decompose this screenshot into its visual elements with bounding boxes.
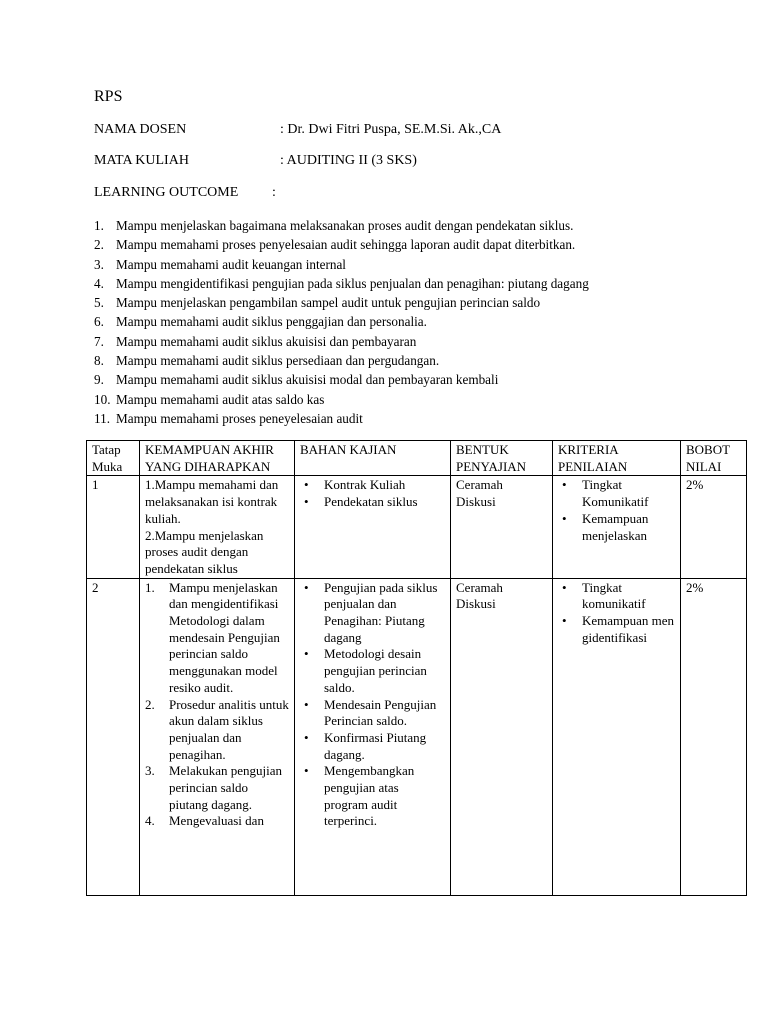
field-mata-kuliah [94,153,417,169]
bullet-icon: • [562,477,567,493]
table-header-row [87,441,747,476]
item-text: Pendekatan siklus [324,494,418,510]
item-text: Mampu memahami audit atas saldo kas [116,391,325,407]
rps-table [86,440,747,896]
list-item [94,312,589,331]
item-text: Tingkat Komunikatif [582,477,649,510]
item-number: 8. [94,353,104,369]
item-text: Prosedur analitis untuk akun dalam siklus penjualan dan penagihan. [169,696,289,762]
cell-bahan-kajian [295,578,451,895]
bullet-icon: • [304,494,309,510]
list-item [94,274,589,293]
item-number: 4. [145,813,155,829]
item-number: 4. [94,275,104,291]
bullet-icon: • [304,763,309,779]
list-item [300,580,445,647]
bullet-icon: • [304,729,309,745]
bullet-icon: • [304,646,309,662]
item-text: Mampu menjelaskan pengambilan sampel audit untuk pengujian perincian saldo [116,295,541,311]
cell-bahan-kajian [295,476,451,578]
item-text: Kemampuan mengidentifikasi [582,613,675,645]
list-item [145,580,289,697]
column-header: BOBOT NILAI [681,441,747,476]
item-number: 7. [94,333,104,349]
column-header: KRITERIA PENILAIAN [553,441,681,476]
list-item [558,580,675,613]
table-row [87,476,747,578]
item-number: 11. [94,410,110,426]
list-item [558,511,675,544]
item-text: Metodologi desain pengujian perincian saldo. [324,646,427,695]
item-text: Kemampuan menjelaskan [582,510,649,543]
list-item [94,255,589,274]
item-text: Mampu memahami proses peneyelesaian audit [116,410,363,426]
cell-kriteria [553,476,681,578]
field-label: MATA KULIAH [94,153,189,168]
cell-text: 1.Mampu memahami dan melaksanakan isi kontrak kuliah. [145,477,279,526]
item-number: 2. [145,696,155,712]
cell-kriteria [553,578,681,895]
item-text: Kontrak Kuliah [324,477,406,493]
item-number: 10. [94,391,111,407]
item-text: Melakukan pengujian perincian saldo piutang dagang. [169,763,282,812]
list-item [558,477,675,510]
cell-tatap-muka: 1 [87,476,140,578]
field-value: : [272,185,276,200]
field-label: NAMA DOSEN [94,122,187,137]
list-item [145,813,289,830]
item-number: 3. [145,763,155,779]
learning-outcome-list [94,216,589,428]
item-text: Mampu memahami proses penyelesaian audit sehingga laporan audit dapat diterbitkan. [116,237,576,253]
bullet-icon: • [304,696,309,712]
list-item [558,613,675,646]
field-label: LEARNING OUTCOME [94,185,239,200]
item-number: 1. [145,579,155,595]
item-text: Mengevaluasi dan [169,813,264,829]
list-item [300,494,445,511]
column-header: BENTUK PENYAJIAN [451,441,553,476]
bullet-icon: • [304,477,309,493]
list-item [94,216,589,235]
list-item [300,646,445,696]
item-text: Mampu mengidentifikasi pengujian pada siklus penjualan dan penagihan: piutang dagang [116,275,589,291]
item-text: Mengembangkan pengujian atas program audit terperinci. [324,763,415,829]
item-text: Tingkat komunikatif [582,579,646,612]
list-item [145,763,289,813]
cell-kemampuan [140,578,295,895]
item-number: 1. [94,218,104,233]
field-learning-outcome [94,185,276,201]
item-text: Mendesain Pengujian Perincian saldo. [324,696,437,729]
item-text: Mampu memahami audit siklus penggajian dan personalia. [116,314,427,330]
list-item [94,370,589,389]
bullet-icon: • [562,510,567,526]
bullet-icon: • [562,579,567,595]
item-number: 5. [94,295,104,311]
item-number: 9. [94,372,104,388]
field-value: : AUDITING II (3 SKS) [280,153,417,168]
list-item [300,763,445,830]
column-header: Tatap Muka [87,441,140,476]
item-text: Mampu memahami audit siklus persediaan dan pergudangan. [116,353,440,369]
bullet-icon: • [304,579,309,595]
list-item [300,730,445,763]
table-row [87,578,747,895]
list-item [94,235,589,254]
list-item [300,477,445,494]
cell-bentuk-penyajian [451,476,553,578]
item-number: 6. [94,314,104,330]
item-text: Konfirmasi Piutang dagang. [324,729,427,762]
list-item [300,697,445,730]
list-item [94,332,589,351]
cell-text: Diskusi [456,596,496,612]
cell-text: Diskusi [456,494,496,510]
item-number: 3. [94,256,104,272]
cell-text: Ceramah [456,579,503,595]
list-item [94,390,589,409]
bullet-icon: • [562,613,567,629]
item-text: Mampu memahami audit keuangan internal [116,256,346,272]
list-item [94,293,589,312]
field-nama-dosen [94,122,502,138]
item-text: Mampu menjelaskan dan mengidentifikasi Metodologi dalam mendesain Pengujian perincian saldo menggunakan model resiko audit. [169,579,280,695]
document-title: RPS [94,88,123,105]
item-text: Mampu memahami audit siklus akuisisi modal dan pembayaran kembali [116,372,499,388]
item-text: Mampu memahami audit siklus akuisisi dan pembayaran [116,333,417,349]
cell-bentuk-penyajian [451,578,553,895]
list-item [94,409,589,428]
field-value: : Dr. Dwi Fitri Puspa, SE.M.Si. Ak.,CA [280,122,502,137]
cell-bobot: 2% [681,476,747,578]
list-item [145,697,289,764]
column-header: BAHAN KAJIAN [295,441,451,476]
cell-bobot: 2% [681,578,747,895]
cell-kemampuan [140,476,295,578]
item-number: 2. [94,237,104,253]
column-header: KEMAMPUAN AKHIR YANG DIHARAPKAN [140,441,295,476]
item-text: Mampu menjelaskan bagaimana melaksanakan proses audit dengan pendekatan siklus. [116,218,574,233]
cell-tatap-muka: 2 [87,578,140,895]
item-text: Pengujian pada siklus penjualan dan Penagihan: Piutang dagang [324,579,438,645]
list-item [94,351,589,370]
cell-text: 2.Mampu menjelaskan proses audit dengan pendekatan siklus [145,527,264,576]
cell-text: Ceramah [456,477,503,493]
